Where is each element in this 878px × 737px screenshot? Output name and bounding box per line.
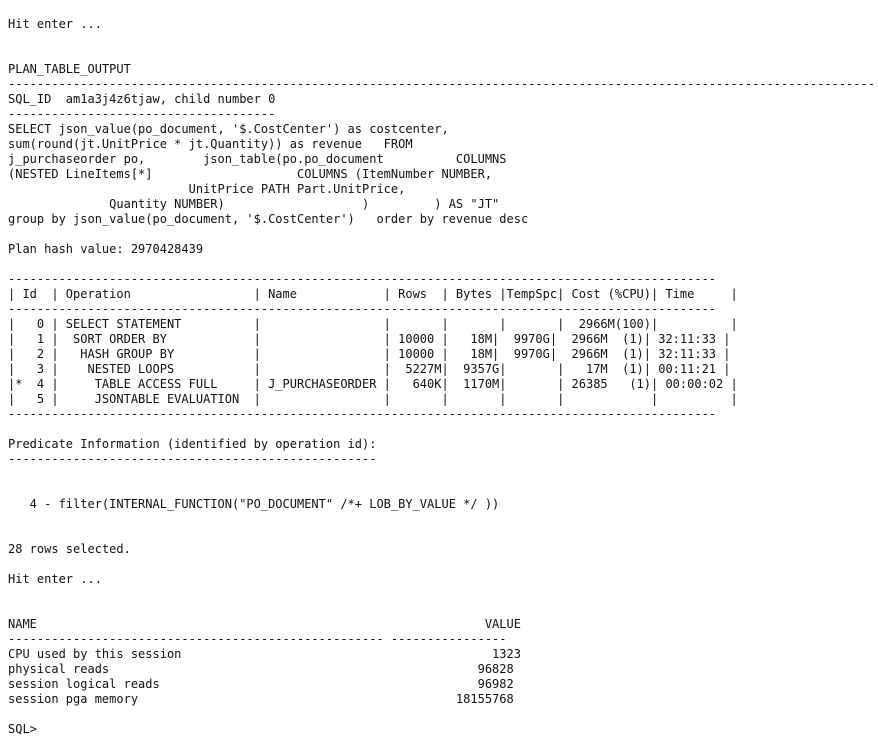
terminal-line: (NESTED LineItems[*] COLUMNS (ItemNumber NUMBER, — [8, 167, 493, 181]
terminal-line — [8, 2, 878, 17]
terminal-line — [8, 557, 878, 572]
terminal-line: PLAN_TABLE_OUTPUT — [8, 62, 131, 76]
terminal-line: -------------------------------------------------------------------------------------------------- — [8, 302, 717, 316]
terminal-line: |* 4 | TABLE ACCESS FULL | J_PURCHASEORDER | 640K| 1170M| | 26385 (1)| 00:00:02 | — [8, 377, 738, 391]
terminal-line — [8, 422, 878, 437]
terminal-line: SQL_ID am1a3j4z6tjaw, child number 0 — [8, 92, 276, 106]
terminal-line: ------------------------------------- — [8, 107, 276, 121]
terminal-line: UnitPrice PATH Part.UnitPrice, — [8, 182, 406, 196]
terminal-line: ------------------------------------------------------------------------------------------------------------------------ — [8, 77, 875, 91]
terminal-line: -------------------------------------------------------------------------------------------------- — [8, 272, 717, 286]
terminal-line: | 2 | HASH GROUP BY | | 10000 | 18M| 9970G| 2966M (1)| 32:11:33 | — [8, 347, 731, 361]
terminal-line: Quantity NUMBER) ) ) AS "JT" — [8, 197, 500, 211]
terminal-line: | 5 | JSONTABLE EVALUATION | | | | | | | — [8, 392, 738, 406]
terminal-line — [8, 227, 878, 242]
terminal-output — [8, 2, 878, 737]
terminal-line: -------------------------------------------------------------------------------------------------- — [8, 407, 717, 421]
terminal-line: session logical reads 96982 — [8, 677, 514, 691]
terminal-line: session pga memory 18155768 — [8, 692, 514, 706]
terminal-line: | 1 | SORT ORDER BY | | 10000 | 18M| 9970G| 2966M (1)| 32:11:33 | — [8, 332, 731, 346]
terminal-line: | Id | Operation | Name | Rows | Bytes |TempSpc| Cost (%CPU)| Time | — [8, 287, 738, 301]
terminal-line: group by json_value(po_document, '$.CostCenter') order by revenue desc — [8, 212, 529, 226]
terminal-line: 28 rows selected. — [8, 542, 131, 556]
terminal-line: | 0 | SELECT STATEMENT | | | | | 2966M(100)| | — [8, 317, 738, 331]
terminal-line: 4 - filter(INTERNAL_FUNCTION("PO_DOCUMENT" /*+ LOB_BY_VALUE */ )) — [8, 497, 500, 511]
terminal-line: SELECT json_value(po_document, '$.CostCenter') as costcenter, — [8, 122, 449, 136]
terminal-line — [8, 527, 878, 542]
terminal-line: NAME VALUE — [8, 617, 521, 631]
terminal-line: j_purchaseorder po, json_table(po.po_document COLUMNS — [8, 152, 507, 166]
terminal-line — [8, 257, 878, 272]
terminal-line — [8, 587, 878, 602]
terminal-line: CPU used by this session 1323 — [8, 647, 521, 661]
terminal-line — [8, 482, 878, 497]
terminal-line: | 3 | NESTED LOOPS | | 5227M| 9357G| | 17M (1)| 00:11:21 | — [8, 362, 731, 376]
terminal-line — [8, 602, 878, 617]
terminal-line — [8, 512, 878, 527]
terminal-prompt[interactable]: SQL> — [8, 722, 37, 736]
terminal-line: Predicate Information (identified by operation id): — [8, 437, 377, 451]
terminal-line: --------------------------------------------------- — [8, 452, 377, 466]
terminal-line: Hit enter ... — [8, 572, 102, 586]
terminal-line — [8, 32, 878, 47]
terminal-line — [8, 707, 878, 722]
terminal-line: physical reads 96828 — [8, 662, 514, 676]
terminal-line: Hit enter ... — [8, 17, 102, 31]
terminal-line: Plan hash value: 2970428439 — [8, 242, 204, 256]
terminal-line: ---------------------------------------------------- ---------------- — [8, 632, 507, 646]
terminal-line — [8, 467, 878, 482]
terminal-line — [8, 47, 878, 62]
terminal-line: sum(round(jt.UnitPrice * jt.Quantity)) as revenue FROM — [8, 137, 413, 151]
